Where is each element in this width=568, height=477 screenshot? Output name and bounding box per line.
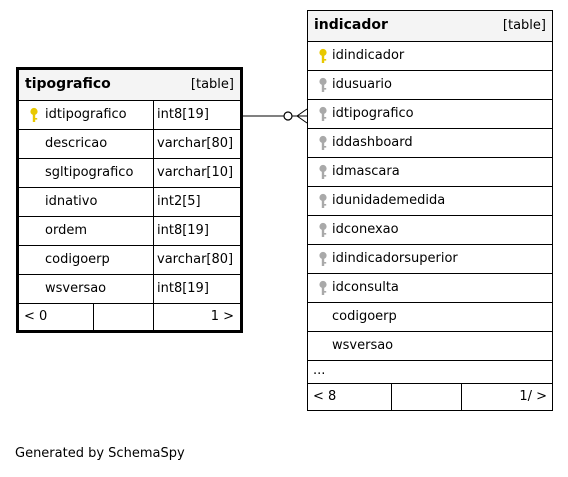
foreign-key-icon xyxy=(316,222,330,238)
column-row[interactable] xyxy=(19,188,240,217)
column-row[interactable] xyxy=(308,71,552,100)
table-header xyxy=(308,11,552,42)
column-row[interactable] xyxy=(308,100,552,129)
foreign-key-icon xyxy=(316,193,330,209)
primary-key-icon xyxy=(316,48,330,64)
column-row[interactable] xyxy=(308,42,552,71)
column-type: varchar[80] xyxy=(157,252,234,267)
column-type: int8[19] xyxy=(157,223,209,238)
column-name[interactable]: idindicador xyxy=(332,48,405,63)
foreign-key-icon xyxy=(316,77,330,93)
zero-optional-marker xyxy=(284,112,292,120)
foreign-key-icon xyxy=(316,106,330,122)
foreign-key-icon xyxy=(316,251,330,267)
parent-count[interactable]: < 8 xyxy=(313,389,337,404)
column-type: int8[19] xyxy=(157,107,209,122)
column-name[interactable]: codigoerp xyxy=(45,252,110,267)
column-row[interactable] xyxy=(19,246,240,275)
column-name[interactable]: idunidademedida xyxy=(332,193,446,208)
column-name[interactable]: wsversao xyxy=(45,281,107,296)
column-name[interactable]: codigoerp xyxy=(332,309,397,324)
column-name[interactable]: descricao xyxy=(45,136,108,151)
table-name[interactable]: tipografico xyxy=(25,76,111,92)
column-row[interactable] xyxy=(19,275,240,304)
column-name[interactable]: sgltipografico xyxy=(45,165,134,180)
column-row[interactable] xyxy=(19,159,240,188)
column-row[interactable] xyxy=(308,187,552,216)
crowfoot-lower xyxy=(297,116,307,123)
column-name[interactable]: ordem xyxy=(45,223,87,238)
column-name[interactable]: iddashboard xyxy=(332,135,413,150)
column-row[interactable] xyxy=(308,158,552,187)
column-type: varchar[10] xyxy=(157,165,234,180)
column-row[interactable] xyxy=(308,129,552,158)
column-name[interactable]: wsversao xyxy=(332,338,394,353)
table-header xyxy=(19,70,240,101)
column-row[interactable] xyxy=(19,217,240,246)
column-name[interactable]: idtipografico xyxy=(332,106,414,121)
more-columns-ellipsis: ... xyxy=(313,363,326,378)
table-indicador[interactable] xyxy=(307,10,553,411)
column-name[interactable]: idindicadorsuperior xyxy=(332,251,458,266)
column-type: int8[19] xyxy=(157,281,209,296)
table-name[interactable]: indicador xyxy=(314,17,388,33)
table-footer xyxy=(308,384,552,410)
column-row[interactable] xyxy=(308,216,552,245)
column-row[interactable] xyxy=(308,274,552,303)
parent-count[interactable]: < 0 xyxy=(24,309,48,324)
column-type: int2[5] xyxy=(157,194,201,209)
foreign-key-icon xyxy=(316,135,330,151)
generated-by-label: Generated by SchemaSpy xyxy=(15,446,185,461)
column-row[interactable] xyxy=(19,130,240,159)
column-name[interactable]: idnativo xyxy=(45,194,98,209)
column-row[interactable] xyxy=(308,245,552,274)
column-row[interactable] xyxy=(19,101,240,130)
column-name[interactable]: idconexao xyxy=(332,222,399,237)
column-name[interactable]: idtipografico xyxy=(45,107,127,122)
child-count[interactable]: 1/ > xyxy=(519,389,547,404)
table-footer xyxy=(19,304,240,330)
table-kind-label: [table] xyxy=(502,18,546,33)
table-kind-label: [table] xyxy=(190,77,234,92)
column-row[interactable] xyxy=(308,332,552,361)
foreign-key-icon xyxy=(316,280,330,296)
child-count[interactable]: 1 > xyxy=(210,309,234,324)
column-row[interactable] xyxy=(308,303,552,332)
table-tipografico[interactable] xyxy=(16,67,243,333)
more-columns-row xyxy=(308,361,552,384)
column-name[interactable]: idusuario xyxy=(332,77,392,92)
foreign-key-icon xyxy=(316,164,330,180)
crowfoot-upper xyxy=(297,109,307,116)
primary-key-icon xyxy=(27,107,41,123)
column-type: varchar[80] xyxy=(157,136,234,151)
column-name[interactable]: idconsulta xyxy=(332,280,399,295)
column-name[interactable]: idmascara xyxy=(332,164,400,179)
